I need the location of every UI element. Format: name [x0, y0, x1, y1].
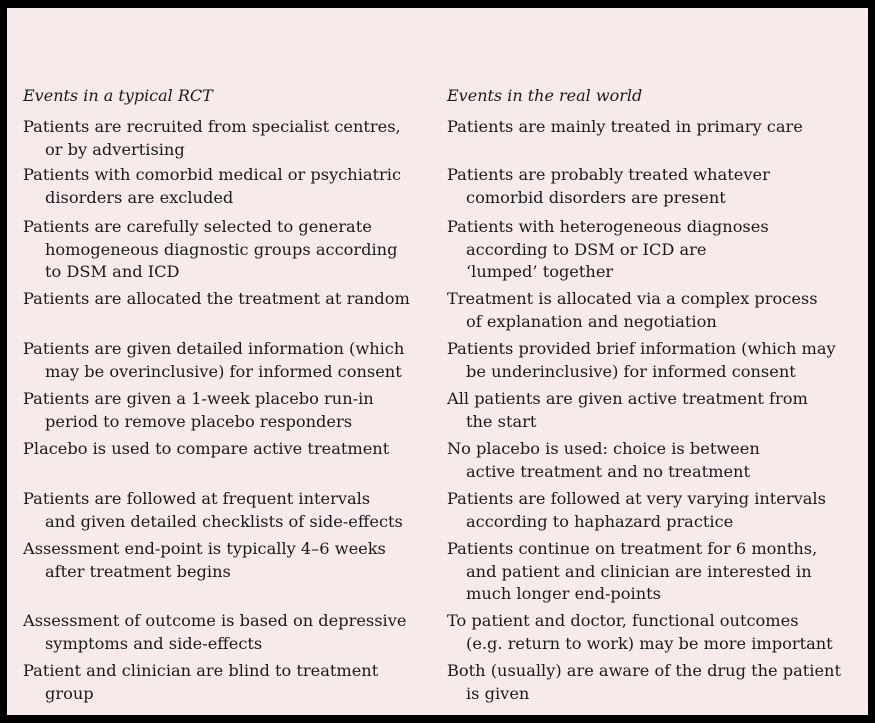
right-cell-line: Patients are probably treated whatever: [447, 165, 770, 184]
right-cell-line: according to DSM or ICD are: [466, 239, 707, 259]
right-cell-line: and patient and clinician are interested in: [466, 561, 812, 581]
right-cell-7: [447, 438, 760, 483]
left-cell-8: [23, 488, 403, 533]
left-cell-line: Patients are allocated the treatment at random: [23, 289, 410, 308]
right-cell-line: is given: [466, 683, 530, 703]
left-cell-line: Patients with comorbid medical or psychiatric: [23, 165, 402, 184]
left-cell-line: after treatment begins: [45, 561, 231, 581]
left-cell-line: period to remove placebo responders: [45, 411, 353, 431]
right-cell-5: [447, 338, 836, 383]
left-cell-1: [23, 116, 401, 161]
left-cell-line: group: [45, 683, 94, 703]
right-cell-8: [447, 488, 826, 533]
right-cell-line: Patients provided brief information (which may: [447, 339, 836, 358]
right-cell-line: comorbid disorders are present: [466, 187, 726, 207]
left-cell-7: [23, 438, 389, 461]
left-cell-9: [23, 538, 386, 583]
right-cell-3: [447, 216, 769, 284]
right-cell-line: Patients are mainly treated in primary care: [447, 117, 803, 136]
right-cell-line: active treatment and no treatment: [466, 461, 750, 481]
right-cell-line: Treatment is allocated via a complex process: [447, 289, 818, 308]
right-cell-line: Both (usually) are aware of the drug the patient: [447, 661, 841, 680]
left-cell-line: Patient and clinician are blind to treatment: [23, 661, 379, 680]
left-cell-line: to DSM and ICD: [45, 262, 180, 281]
right-cell-line: be underinclusive) for informed consent: [466, 361, 796, 381]
left-cell-line: homogeneous diagnostic groups according: [45, 239, 398, 259]
right-cell-line: of explanation and negotiation: [466, 311, 717, 331]
right-cell-line: the start: [466, 411, 537, 431]
left-column-header: Events in a typical RCT: [23, 86, 213, 105]
right-cell-line: All patients are given active treatment from: [447, 389, 808, 408]
right-cell-1: [447, 116, 803, 139]
left-cell-11: [23, 660, 378, 705]
left-cell-line: Patients are carefully selected to generate: [23, 217, 372, 236]
left-cell-line: disorders are excluded: [45, 187, 234, 207]
right-cell-6: [447, 388, 808, 433]
right-cell-line: much longer end-points: [466, 584, 661, 603]
left-cell-line: may be overinclusive) for informed consent: [45, 361, 402, 381]
right-cell-line: Patients with heterogeneous diagnoses: [447, 217, 769, 236]
left-cell-10: [23, 610, 406, 655]
left-cell-5: [23, 338, 404, 383]
left-cell-line: Patients are recruited from specialist centres,: [23, 117, 401, 136]
right-cell-line: (e.g. return to work) may be more important: [466, 633, 833, 653]
left-cell-line: Patients are given a 1-week placebo run-in: [23, 389, 374, 408]
right-cell-line: according to haphazard practice: [466, 511, 734, 531]
left-cell-2: [23, 164, 401, 209]
table-panel: [7, 8, 868, 715]
right-cell-line: No placebo is used: choice is between: [447, 439, 760, 458]
left-cell-line: symptoms and side-effects: [45, 633, 263, 653]
left-cell-line: Placebo is used to compare active treatment: [23, 439, 390, 458]
right-cell-11: [447, 660, 841, 705]
left-cell-3: [23, 216, 397, 284]
right-cell-line: ‘lumped’ together: [466, 262, 614, 281]
right-cell-line: Patients are followed at very varying intervals: [447, 489, 826, 508]
left-cell-line: Assessment end-point is typically 4–6 weeks: [23, 539, 386, 558]
right-cell-10: [447, 610, 833, 655]
right-cell-9: [447, 538, 817, 606]
right-cell-4: [447, 288, 818, 333]
right-cell-2: [447, 164, 770, 209]
right-cell-line: To patient and doctor, functional outcomes: [447, 611, 799, 630]
left-cell-line: Assessment of outcome is based on depressive: [23, 611, 407, 630]
left-cell-line: Patients are followed at frequent intervals: [23, 489, 371, 508]
right-column-header: Events in the real world: [447, 86, 643, 105]
right-cell-line: Patients continue on treatment for 6 months,: [447, 539, 818, 558]
left-cell-line: or by advertising: [45, 139, 185, 159]
left-cell-4: [23, 288, 410, 311]
left-cell-6: [23, 388, 374, 433]
left-cell-line: and given detailed checklists of side-effects: [45, 511, 403, 531]
left-cell-line: Patients are given detailed information (which: [23, 339, 405, 358]
